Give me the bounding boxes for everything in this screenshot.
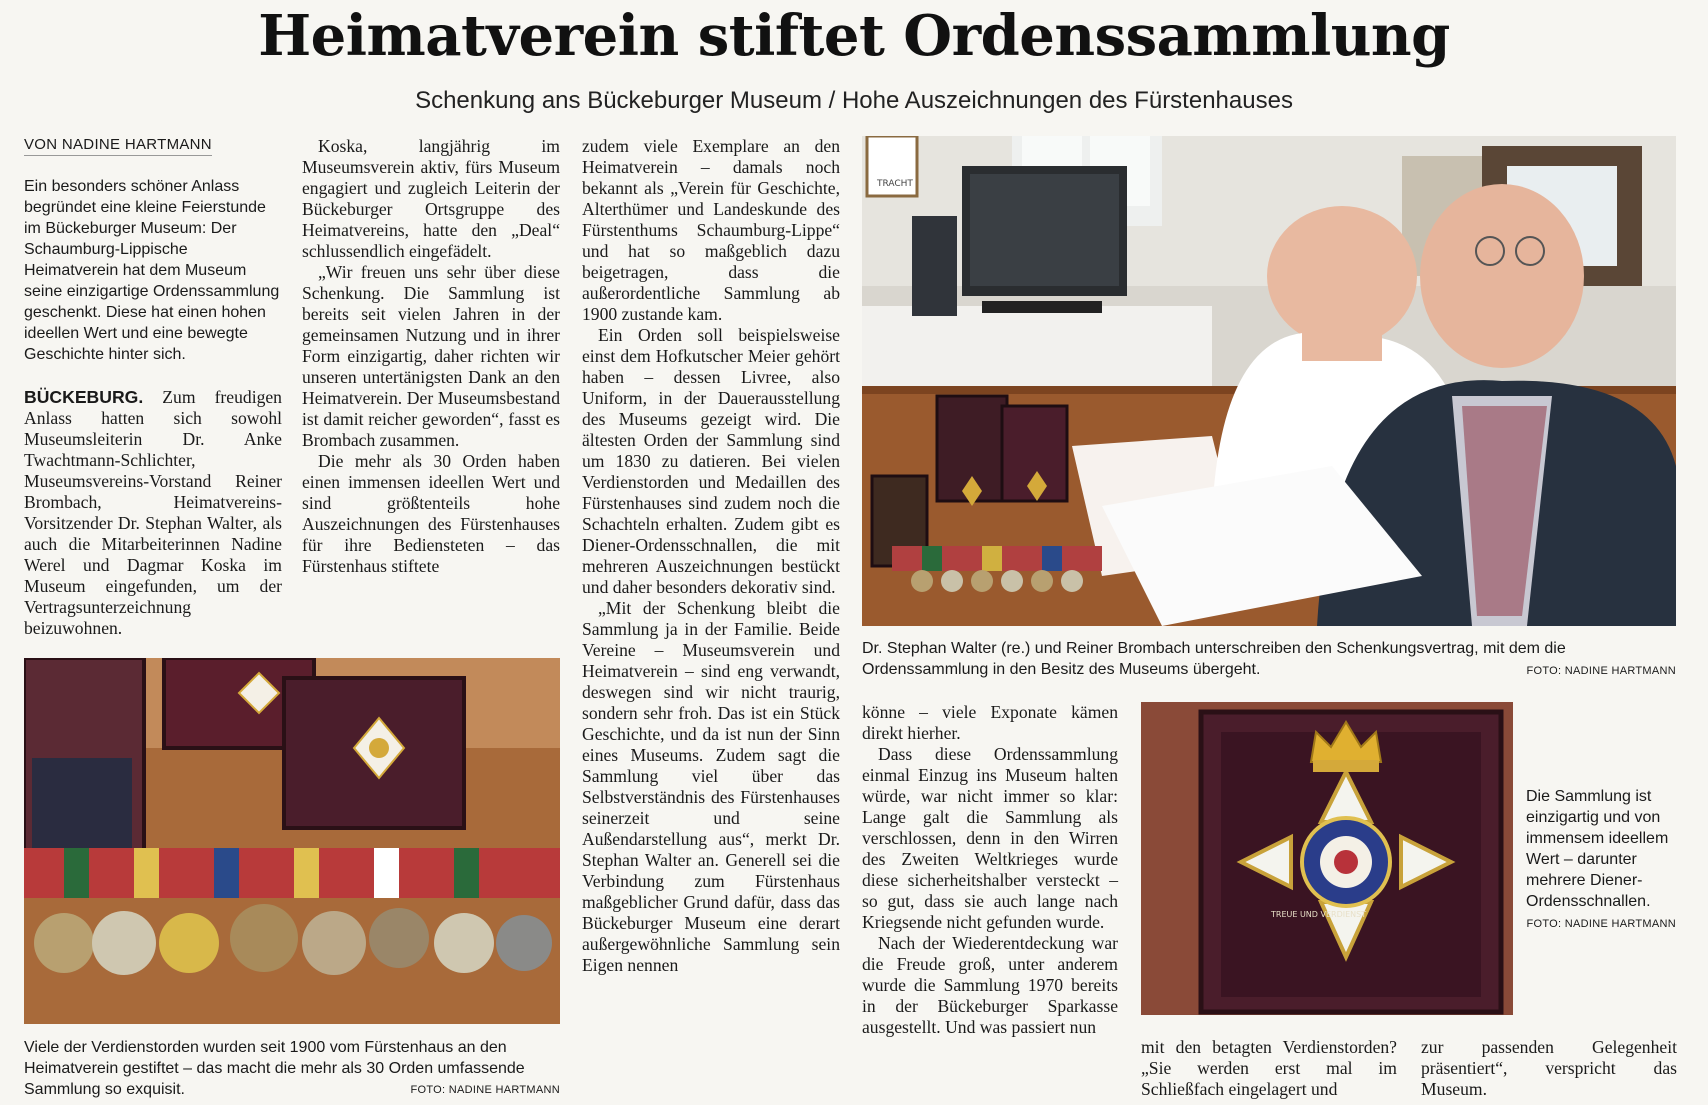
column-2 [302, 136, 560, 577]
lead-paragraph: Ein besonders schöner Anlass begründet eine kleine Feierstunde im Bückeburger Museum: Der Schaumburg-Lippische Heimatverein hat dem Museum seine einzigartige Ordenssammlung geschenkt. Diese hat einen hohen ideellen Wert und eine bewegte Geschichte hinter sich. [24, 178, 280, 363]
subline: Schenkung ans Bückeburger Museum / Hohe Auszeichnungen des Fürstenhauses [415, 87, 1293, 114]
column-4 [862, 702, 1118, 1038]
photo-medals-caption: Viele der Verdienstorden wurden seit 1900 vom Fürstenhaus an den Heimatverein gestiftet – das macht die mehr als 30 Orden umfassende Sammlung so exquisit. [24, 1039, 525, 1098]
photo-medals-credit: FOTO: NADINE HARTMANN [410, 1084, 560, 1096]
dateline: BÜCKEBURG. [24, 387, 144, 407]
column-2-paragraph-2: „Wir freuen uns sehr über diese Schenkung. Die Sammlung ist bereits seit vielen Jahren in der gemeinsamen Nutzung und in ihrer Form einzigartig, daher richten wir unseren untertänigsten Dank an den Heimatverein. Der Museumsbestand ist damit reicher geworden“, fasst es Brombach zusammen. [302, 262, 560, 450]
column-3-paragraph-3: „Mit der Schenkung bleibt die Sammlung ja in der Familie. Beide Vereine – Museumsverein und Heimatverein – sind eng verwandt, deswegen sind wir nicht traurig, sondern sehr froh. Das ist ein Stück Geschichte, und da ist nun der Sinn eines Museums. Zudem sagt die Sammlung viel über das Selbstverständnis des Fürstenhauses seinerzeit und seine Außendarstellung aus“, merkt Dr. Stephan Walter an. Generell sei die Verbindung zum Fürstenhaus maßgeblicher Grund dafür, dass das Bückeburger Museum eine derart außergewöhnliche Sammlung sein Eigen nennen [582, 598, 840, 975]
headline: Heimatverein stiftet Ordenssammlung [258, 3, 1450, 69]
byline: VON NADINE HARTMANN [24, 136, 212, 156]
photo-cross-caption: Die Sammlung ist einzigartig und von immensem ideellem Wert – darunter mehrere Diener-Ordensschnallen. [1526, 788, 1669, 910]
photo-signing [862, 136, 1676, 626]
column-5 [1141, 1037, 1397, 1100]
photo-cross-credit: FOTO: NADINE HARTMANN [1526, 918, 1676, 930]
photo-signing-caption: Dr. Stephan Walter (re.) und Reiner Brombach unterschreiben den Schenkungsvertrag, mit dem die Ordenssammlung in den Besitz des Museums übergeht. [862, 640, 1566, 678]
column-3-paragraph-1: zudem viele Exemplare an den Heimatverein – damals noch bekannt als „Verein für Geschichte, Alterthümer und Landeskunde des Fürstenthums Schaumburg-Lippe“ und hat so maßgeblich dazu beigetragen, dass die außerordentliche Sammlung ab 1900 zustande kam. [582, 136, 840, 324]
column-4-paragraph-1: könne – viele Exponate kämen direkt hierher. [862, 702, 1118, 743]
photo-cross [1141, 702, 1513, 1015]
column-3-paragraph-2: Ein Orden soll beispielsweise einst dem Hofkutscher Meier gehört haben – dessen Livree, also Uniform, in der Dauerausstellung des Museums gezeigt wird. Die ältesten Orden der Sammlung sind um 1830 zu datieren. Bei vielen Verdienstorden und Medaillen des Fürstenhauses sind zudem noch die Schachteln erhalten. Zudem gibt es Diener-Ordensschnallen, die mit mehreren Auszeichnungen bestückt und daher besonders dekorativ sind. [582, 325, 840, 597]
column-1 [24, 387, 282, 639]
poster-text: TRACHT [877, 179, 913, 189]
column-6-text: zur passenden Gelegenheit präsentiert“, verspricht das Museum. [1421, 1037, 1677, 1099]
column-1-paragraph [24, 387, 282, 639]
column-2-paragraph-1: Koska, langjährig im Museumsverein aktiv, fürs Museum engagiert und zugleich Leiterin der Bückeburger Ortsgruppe des Heimatvereins, hatte den „Deal“ schlussendlich eingefädelt. [302, 136, 560, 261]
column-4-paragraph-3: Nach der Wiederentdeckung war die Freude groß, unter anderem wurde die Sammlung 1970 bereits in der Bückeburger Sparkasse ausgestellt. Und was passiert nun [862, 933, 1118, 1037]
column-1-text: Zum freudigen Anlass hatten sich sowohl Museumsleiterin Dr. Anke Twachtmann-Schlichter, Museumsvereins-Vorstand Reiner Brombach, Heimatvereins-Vorsitzender Dr. Stephan Walter, als auch die Mitarbeiterinnen Nadine Werel und Dagmar Koska im Museum eingefunden, um der Vertragsunterzeichnung beizuwohnen. [24, 387, 282, 638]
column-5-text: mit den betagten Verdienstorden? „Sie werden erst mal im Schließfach eingelagert und [1141, 1037, 1397, 1099]
column-3 [582, 136, 840, 976]
column-2-paragraph-3: Die mehr als 30 Orden haben einen immensen ideellen Wert und sind größtenteils hohe Auszeichnungen des Fürstenhauses für ihre Bediensteten – das Fürstenhaus stiftete [302, 451, 560, 576]
photo-medals [24, 658, 560, 1024]
column-6 [1421, 1037, 1677, 1100]
photo-signing-credit: FOTO: NADINE HARTMANN [1526, 665, 1676, 677]
cross-motto: TREUE UND VERDIENST [1271, 910, 1367, 919]
column-4-paragraph-2: Dass diese Ordenssammlung einmal Einzug ins Museum halten würde, war nicht immer so klar: Lange galt die Sammlung als verschlossen, denn in den Wirren des Zweiten Weltkrieges wurde diese sicherheitshalber versteckt – so gut, dass sie auch lange nach Kriegsende nicht gefunden wurde. [862, 744, 1118, 932]
